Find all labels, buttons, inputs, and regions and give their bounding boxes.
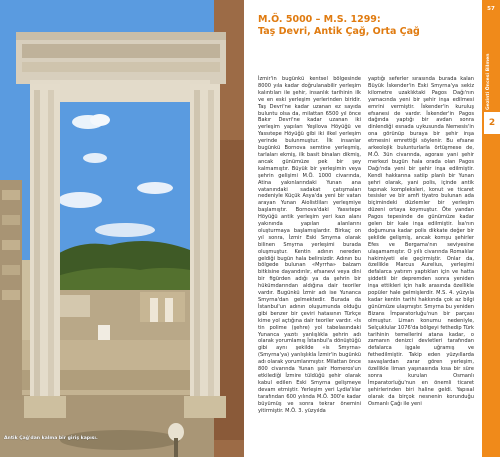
section-title-line-2: Taş Devri, Antik Çağ, Orta Çağ <box>258 26 420 37</box>
gate-illustration <box>0 0 244 457</box>
body-text-left-column <box>258 76 361 414</box>
paragraph: İzmir'in bugünkü kentsel bölgesinde 8000 yıla kadar doğrulanabilir yerleşim kalıntıları ile şehir, insanlık tarihinin ilk ve en eski yerleşim yerlerinden biridir. Taş Devri'ne kadar uzanan ez sayıda buluntu olsa da, milattan 6500 yıl önce Bakır Devri'ne kadar uzanan iki yerleşim yapıları Yeşilova Höyüğü ve Yassıtepe Höyüğü gibi iki ilkel yerleşim yerinde bulunmuştur. İlk insanlar bugünkü Bornova semtine yerleşmiş, tarlaları ekmiş, ilk basit binaları dikmiş, ancak günümüze pek bir şey kalmamıştır. Büyük bir yerleşimin veya şehrin gelişimi M.Ö. 1000 civarında, Atina yakınlarındaki Yunan ana vatanındaki sadakat çatışmaları nedeniyle Küçük Asya'da yeni bir vatan arayan Yunan Aiolistliları yerleşmiye başlamıştır. Bornova'daki Yassıtepe Höyüğü antik yerleşim yeri kazı alanı yakınında yapılan alanlarını oluşturmaya başlamışlardır. Birkaç on yıl sonra, İzmir Eski Smyrna olarak bilinen Smyrna yerleşimi burada oluşmuştur. Kentin adının nereden geldiği bugün hala belirsizdir. Adının bu bölgede bulunan «Myrrha» balzam bitkisine dayandırılır, efsanevi veya dini bir figürden adığı ya da şehrin bir hükümdarından aldığına dair teoriler vardır. Bugünkü İzmir adı ise Yunanca Smyrna'dan gelmektedir. Burada da İstanbul'un adının oluşumunda olduğu gibi benzer bir çeviri hatasının Türkçe kime yol açtığına dair teoriler vardır. «Is tin polime (şehre) yol tabelasındaki Yunanca yazıtı yanlışlıkla şehrin adı olarak yorumlamış İstanbul'a dönüştüğü gibi aynı şekilde «is Smyrna» (Smyrna'ya) yanlışlıkla İzmir'in bugünkü adı olarak yorumlanmıştır. Milattan önce 800 civarında Yunan şair Homeros'un etkilediği İzmire tüldüğü şehir olarak kabul edilen Eski Smyrna gelişmeye devam etmiştir. Yerleşim yeri Lydia'lılar tarafından 600 yılında M.Ö. 300'e kadar büyümüş ve sonra tekrar önemini yitirmiştir. M.Ö. 3. yüzyılda <box>258 76 361 414</box>
ancient-gate-photo <box>0 0 244 457</box>
page-number: 57 <box>487 6 495 12</box>
paragraph: yaptığı seferler sırasında burada kalan Büyük İskender'in Eski Smyrna'ya sekiz kilometre uzaklıktaki Pagos Dağı'nın yamacında yeni bir şehir inşa edilmesi emrini vermiştir. İskender'in kuruluş efsanesi de vardır. İskender'in Pagos dağında yaptığı bir avdan sonra dinlendiği esnada uykusunda Nemesis'in ona görünüp buraya bir şehir inşa etmesini emrettiği söylenir. Bu efsane arkeolojik bulunturlarla örtüşmese de, M.Ö. 3ün civarında, agorası yani şehir merkezi bugün hala orada olan Pagos Dağı'nda yeni bir şehir inşa edilmiştir. Kendi hakkarına satiip planlı bir Yunan şehri olarak, yani polis, içinde antik tapınak kompleksleri, konut ve ticaret tesisler ve bir amfi tiyatro bulunan ada biçimindeki düzlemler bir yerleşim düzeni ortaya koymuştur. Öte yandan Pagos tepesinde de günümüze kadar gelen bir kale inşa edilmiştir. İsa'nın doğumuna kadar polis dikkate değer bir şekilde gelişmiş, ancak komşu şehirler Efes ve Bergama'nın seviyesine ulaşamamıştır. O yıllı civarında Romalılar hakimiyeti ele geçirmiştir. Onlar da, özellikle Marcus Aurelius, yerleşimi defalarca yatırım yaptıkları için ve hatta şiddetli bir depremden sonra yeniden inşa ettikleri için halk arasında özellikle popüler hale gelmişlerdir. M.S. 4. yüzyıla kadar kentin tarihi hakkında çok az bilgi günümüze ulaşmıştır. Smyrna bu yeniden Bizans İmparatorluğu'nun bir parçası olmuştur. Liman konumu nedeniyle, Selçuklular 1076'da bölgeyi fethedip Türk tarihinin temellerini atana kadar, o zamanın denizci devletleri tarafından defalarca işgale uğramış ve fethedilmiştir. Takip eden yüzyıllarda savaşlardan zarar gören yerleşim, özellikle liman yaşınasında kısa bir süre sonra kurulan Osmanlı İmparatorluğu'nun en önemli ticaret şehirlerinden biri haline geldi. Yapısal olarak da birçok nesnenin korunduğu Osmanlı Çağı ile yeni <box>368 76 474 407</box>
side-band <box>482 0 500 457</box>
photo-caption: Antik Çağ'dan kalma bir giriş kapısı. <box>4 436 98 441</box>
running-title: Gezinti Öncesi Bilmen <box>486 53 491 110</box>
section-title <box>258 14 478 38</box>
body-text-right-column <box>368 76 474 408</box>
section-title-line-1: M.Ö. 5000 – M.S. 1299: <box>258 14 381 25</box>
chapter-tab: 2 <box>484 112 500 134</box>
